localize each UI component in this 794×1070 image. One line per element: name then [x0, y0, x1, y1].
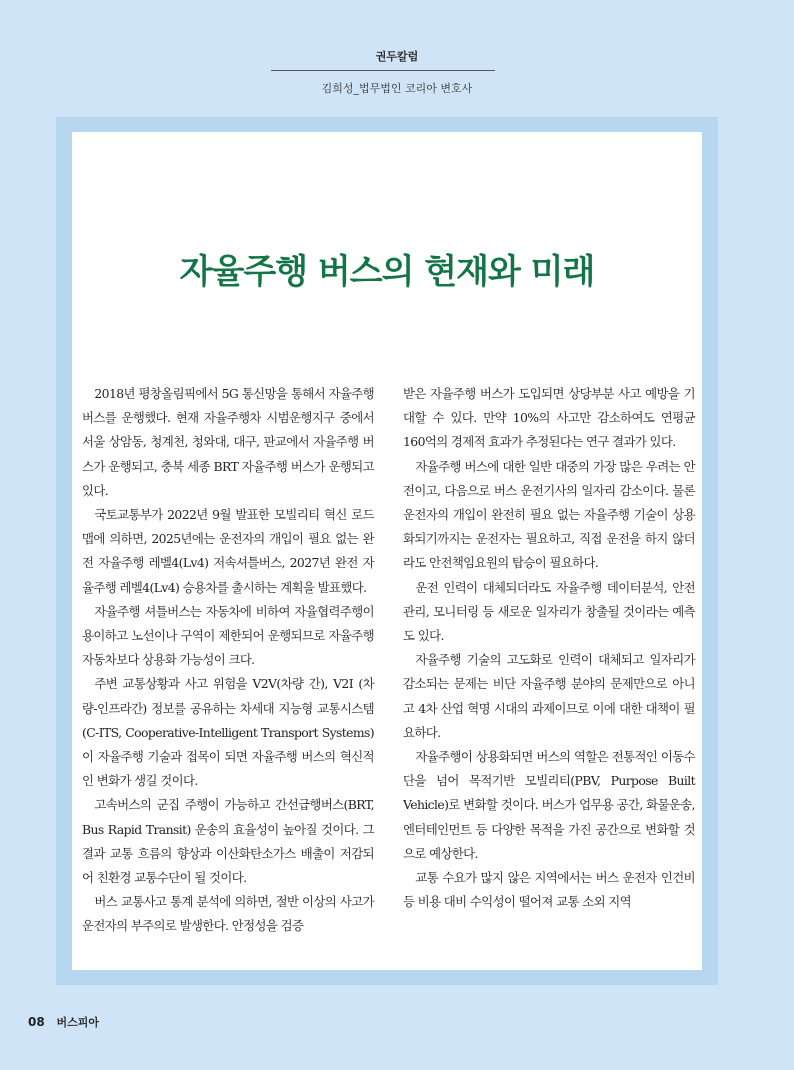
magazine-name: 버스피아 — [56, 1016, 100, 1029]
paragraph: 자율주행 셔틀버스는 자동차에 비하여 자율협력주행이 용이하고 노선이나 구역이 제한되어 운행되므로 자율주행 자동차보다 상용화 가능성이 크다. — [82, 603, 374, 668]
left-column — [82, 382, 374, 939]
paragraph: 운전 인력이 대체되더라도 자율주행 데이터분석, 안전관리, 모니터링 등 새로운 일자리가 창출될 것이라는 예측도 있다. — [403, 579, 695, 644]
column-category: 권두칼럼 — [375, 50, 419, 63]
article-title: 자율주행 버스의 현재와 미래 — [179, 252, 595, 292]
paragraph-continuation: 받은 자율주행 버스가 도입되면 상당부분 사고 예방을 기대할 수 있다. 만약 10%의 사고만 감소하여도 연평균 160억의 경제적 효과가 추정된다는 연구 결과가 있다. — [403, 386, 695, 450]
paragraph: 교통 수요가 많지 않은 지역에서는 버스 운전자 인건비 등 비용 대비 수익성이 떨어져 교통 소외 지역 — [403, 870, 695, 910]
paragraph: 주변 교통상황과 사고 위험을 V2V(차량 간), V2I (차량-인프라간) 정보를 공유하는 차세대 지능형 교통시스템(C-ITS, Cooperative-Intelligent Transport Systems)이 자율주행 기술과 접목이 되면 자율주행 버스의 혁신적인 변화가 생길 것이다. — [82, 676, 374, 789]
paragraph: 자율주행이 상용화되면 버스의 역할은 전통적인 이동수단을 넘어 목적기반 모빌리티(PBV, Purpose Built Vehicle)로 변화할 것이다. 버스가 업무용 공간, 화물운송, 엔터테인먼트 등 다양한 목적을 가진 공간으로 변화할 것으로 예상한다. — [403, 749, 695, 861]
page-footer — [28, 1014, 99, 1030]
right-column — [403, 382, 695, 914]
paragraph: 버스 교통사고 통계 분석에 의하면, 절반 이상의 사고가 운전자의 부주의로 발생한다. 안정성을 검증 — [82, 894, 374, 934]
paragraph: 고속버스의 군집 주행이 가능하고 간선급행버스(BRT, Bus Rapid Transit) 운송의 효율성이 높아질 것이다. 그 결과 교통 흐름의 향상과 이산화탄소가스 배출이 저감되어 친환경 교통수단이 될 것이다. — [82, 797, 374, 886]
author-byline: 김희성_법무법인 코리아 변호사 — [321, 82, 473, 95]
paragraph: 자율주행 버스에 대한 일반 대중의 가장 많은 우려는 안전이고, 다음으로 버스 운전기사의 일자리 감소이다. 물론 운전자의 개입이 완전히 필요 없는 자율주행 기술이 상용화되기까지는 운전자는 필요하고, 직접 운전을 하지 않더라도 안전책임요원의 탑승이 필요하다. — [403, 458, 695, 571]
paragraph: 국토교통부가 2022년 9월 발표한 모빌리티 혁신 로드맵에 의하면, 2025년에는 운전자의 개입이 필요 없는 완전 자율주행 레벨4(Lv4) 저속셔틀버스, 2027년 완전 자율주행 레벨4(Lv4) 승용차를 출시하는 계획을 발표했다. — [82, 507, 374, 595]
page-number: 08 — [28, 1015, 45, 1029]
article-panel — [72, 132, 702, 970]
header-divider — [271, 70, 495, 71]
paragraph: 2018년 평창올림픽에서 5G 통신망을 통해서 자율주행 버스를 운행했다. 현재 자율주행차 시범운행지구 중에서 서울 상암동, 청계천, 청와대, 대구, 판교에서 자율주행 버스가 운행되고, 충북 세종 BRT 자율주행 버스가 운행되고 있다. — [82, 386, 374, 498]
paragraph: 자율주행 기술의 고도화로 인력이 대체되고 일자리가 감소되는 문제는 비단 자율주행 분야의 문제만으로 아니고 4차 산업 혁명 시대의 과제이므로 이에 대한 대책이 필요하다. — [403, 652, 695, 740]
